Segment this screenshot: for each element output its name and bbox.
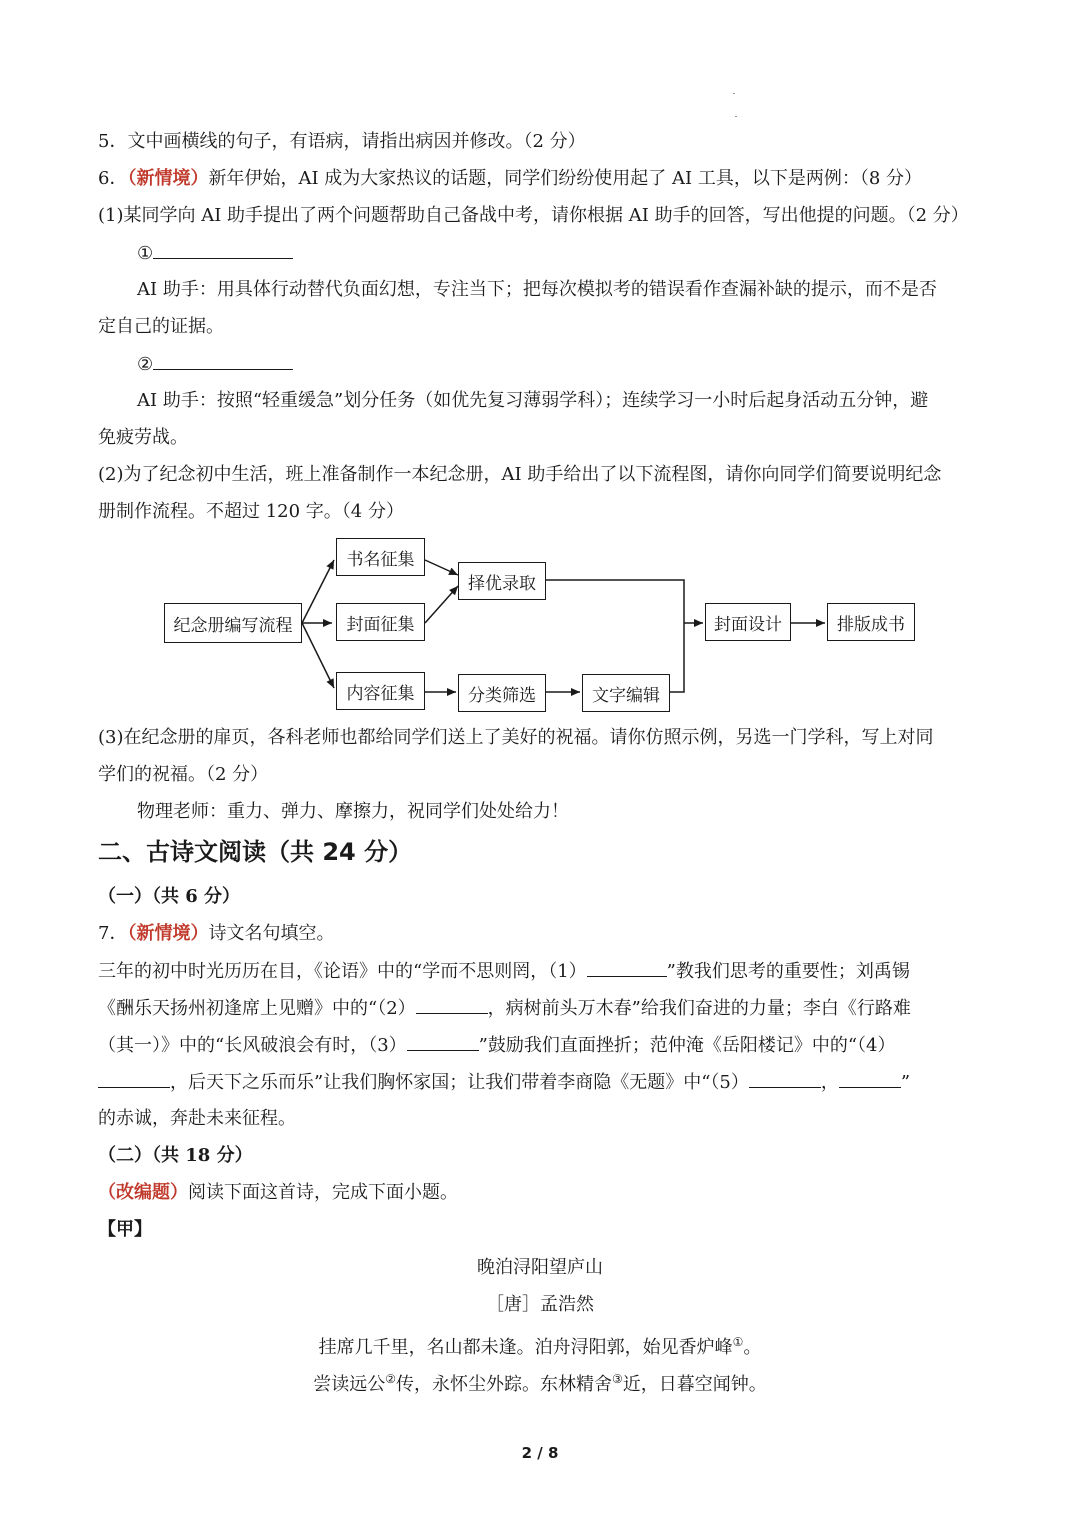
q7-line-4 [98,1069,910,1096]
flow-cover-design-box: 封面设计 [705,603,791,641]
fill-blank-4[interactable] [98,1069,170,1088]
flow-typeset-box: 排版成书 [827,603,915,641]
ai-answer-2-line-b: 免疲劳战。 [98,427,188,448]
q7-line-2 [98,995,911,1022]
poem-text: 挂席几千里，名山都未逢。泊舟浔阳郭，始见香炉峰 [318,1337,733,1358]
q7-text: ” [900,1072,911,1093]
poem-text: 传，永怀尘外踪。东林精舍 [396,1374,612,1395]
question-6-part-2-line-a: (2)为了纪念初中生活，班上准备制作一本纪念册，AI 助手给出了以下流程图，请你向同学们简要说明纪念 [98,464,942,485]
subsection-1-heading: （一）（共 6 分） [98,886,241,907]
question-number: 6． [98,168,128,189]
new-context-tag: （新情境） [127,168,209,189]
footnote-marker: ① [732,1335,744,1349]
q7-text: （其一）》中的“长风破浪会有时，（3） [98,1035,407,1056]
q7-text: 三年的初中时光历历在目，《论语》中的“学而不思则罔，（1） [98,961,587,982]
flow-title-collect-box: 书名征集 [336,538,425,576]
answer-line-2 [137,351,293,378]
poem-title: 晚泊浔阳望庐山 [477,1257,603,1278]
flow-classify-box: 分类筛选 [458,674,546,712]
q7-text: ”教我们思考的重要性；刘禹锡 [666,961,910,982]
q7-text: 《酬乐天扬州初逢席上见赠》中的“（2） [98,998,416,1019]
poem-text: 尝读远公 [313,1374,386,1395]
q7-line-5: 的赤诚，奔赴未来征程。 [98,1108,296,1129]
q7-text: ”鼓励我们直面挫折；范仲淹《岳阳楼记》中的“（4） [478,1035,896,1056]
fill-blank-3[interactable] [407,1032,479,1051]
poem-author: ［唐］孟浩然 [486,1294,594,1315]
fill-blank-2[interactable] [416,995,488,1014]
scan-speck [733,93,735,94]
q7-text: ， [820,1072,839,1093]
q7-line-1 [98,958,910,985]
question-6-part-1: (1)某同学向 AI 助手提出了两个问题帮助自己备战中考，请你根据 AI 助手的回答，写出他提的问题。（2 分） [98,205,969,226]
question-5: 5．文中画横线的句子，有语病，请指出病因并修改。（2 分） [98,131,586,152]
fill-blank-5a[interactable] [749,1069,821,1088]
flow-edit-box: 文字编辑 [582,674,670,712]
footnote-marker: ② [385,1372,396,1386]
poem-line-2 [0,1366,1080,1398]
circled-number: ① [137,243,154,264]
q7-line-3 [98,1032,896,1059]
fill-blank-1[interactable] [587,958,667,977]
arrow-to-content-collect [302,623,334,688]
section-heading: 二、古诗文阅读（共 24 分） [98,838,413,866]
ai-answer-1-line-b: 定自己的证据。 [98,316,224,337]
example-blessing: 物理老师：重力、弹力、摩擦力，祝同学们处处给力！ [137,801,569,822]
poem-text: 。 [743,1337,762,1358]
question-text: 新年伊始，AI 成为大家热议的话题，同学们纷纷使用起了 AI 工具，以下是两例：（8 分） [208,168,923,189]
arrow-to-title-collect [302,560,334,623]
answer-blank[interactable] [153,351,293,370]
arrow-title-to-select [425,560,458,575]
new-context-tag: （新情境） [127,923,209,944]
ai-answer-2-line-a: AI 助手：按照“轻重缓急”划分任务（如优先复习薄弱学科）；连续学习一小时后起身活动五分钟，避 [137,390,929,411]
answer-blank[interactable] [153,240,293,259]
question-6-part-2-line-b: 册制作流程。不超过 120 字。（4 分） [98,501,404,522]
flow-start-box: 纪念册编写流程 [164,603,302,643]
q7-text: ，病树前头万木春”给我们奋进的力量；李白《行路难 [487,998,911,1019]
question-6-part-3-line-a: (3)在纪念册的扉页，各科老师也都给同学们送上了美好的祝福。请你仿照示例，另选一门学科，写上对同 [98,727,934,748]
passage-label: 【甲】 [98,1219,152,1240]
question-7-stem [98,921,334,947]
ai-answer-1-line-a: AI 助手：用具体行动替代负面幻想，专注当下；把每次模拟考的错误看作查漏补缺的提示，而不是否 [137,279,937,300]
question-6-part-3-line-b: 学们的祝福。（2 分） [98,764,269,785]
q7-text: ，后天下之乐而乐”让我们胸怀家国；让我们带着李商隐《无题》中“（5） [170,1072,749,1093]
subsection-2-heading: （二）（共 18 分） [98,1145,253,1166]
question-6-stem [98,166,922,192]
flow-select-box: 择优录取 [458,562,546,600]
footnote-marker: ③ [612,1372,623,1386]
question-text: 诗文名句填空。 [208,923,335,944]
instruction-text: 阅读下面这首诗，完成下面小题。 [188,1182,458,1203]
reading-instruction [98,1180,458,1206]
flow-cover-collect-box: 封面征集 [336,603,425,641]
question-number: 7． [98,923,128,944]
poem-line-1 [0,1329,1080,1361]
answer-line-1 [137,240,293,267]
adapted-tag: （改编题） [98,1182,188,1203]
page-number: 2 / 8 [521,1444,559,1462]
flow-content-collect-box: 内容征集 [336,672,425,710]
fill-blank-5b[interactable] [839,1069,901,1088]
circled-number: ② [137,354,154,375]
arrow-cover-to-select [425,586,458,623]
scan-speck [735,116,737,117]
poem-text: 近，日暮空闻钟。 [622,1374,767,1395]
